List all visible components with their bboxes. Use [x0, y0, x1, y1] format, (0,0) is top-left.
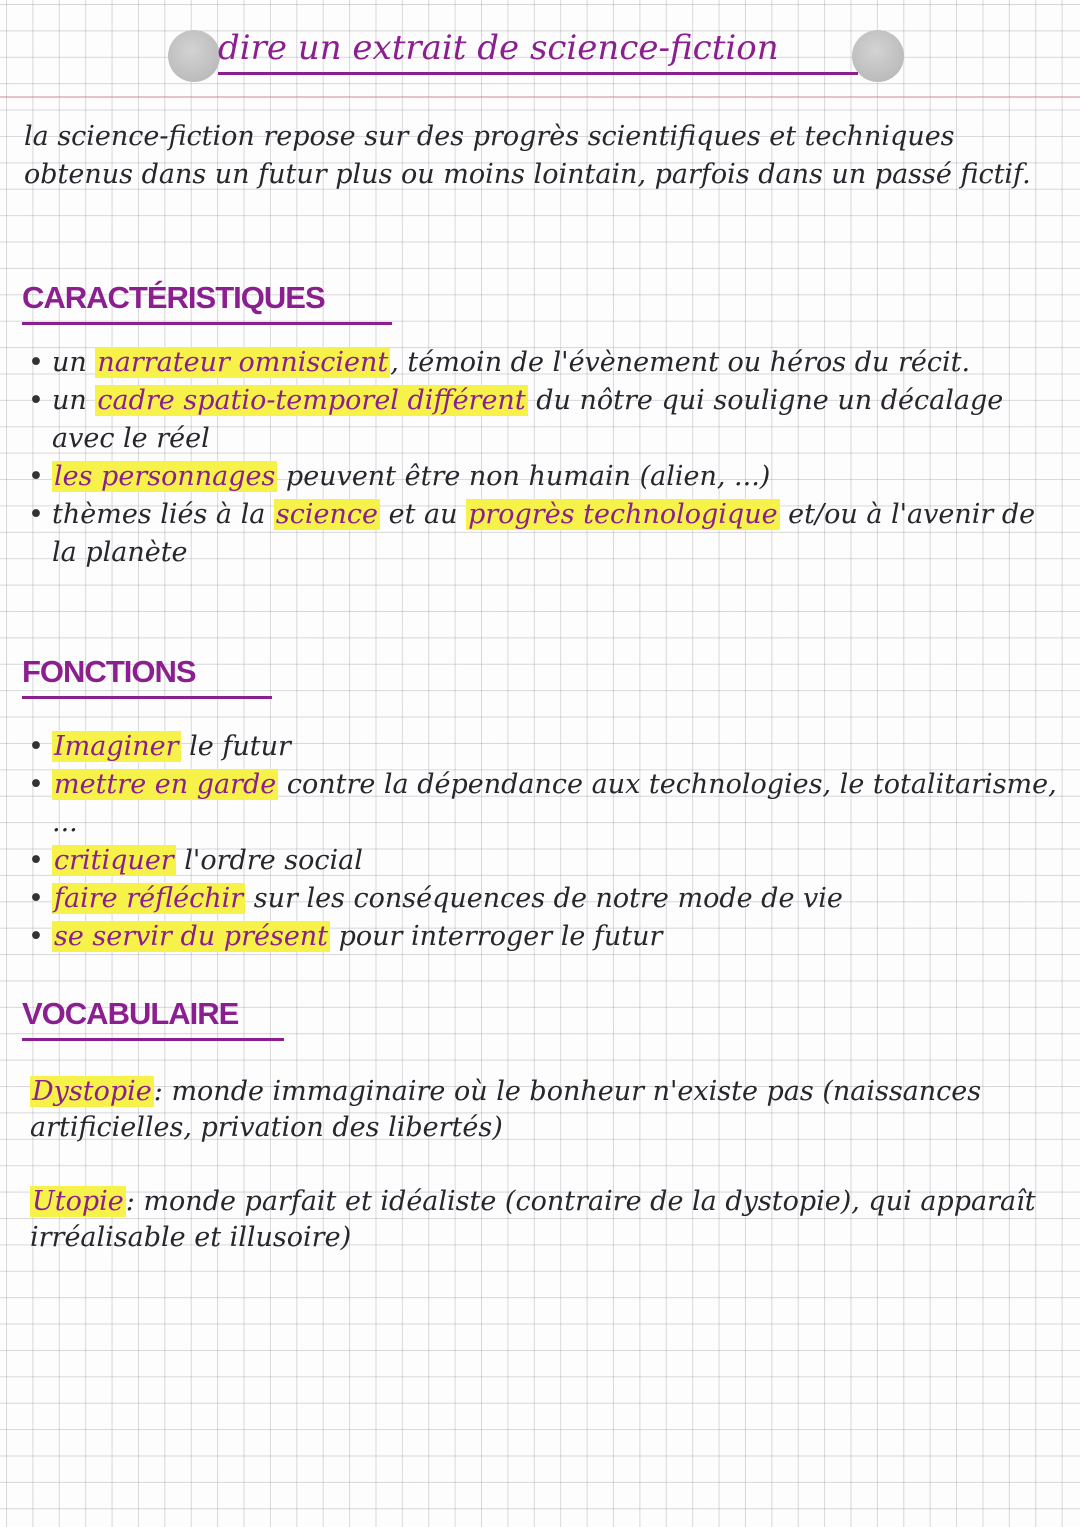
highlight: faire réfléchir: [54, 883, 244, 914]
vocab-term: Utopie: [32, 1186, 124, 1217]
highlight: se servir du présent: [54, 921, 329, 952]
highlight: les personnages: [54, 461, 276, 492]
highlight: science: [275, 499, 379, 530]
vocab-definition: : monde immaginaire où le bonheur n'existe pas (naissances artificielles, privation des libertés): [30, 1076, 982, 1143]
item-text: sur les conséquences de notre mode de vie: [245, 883, 843, 914]
heading-vocabulaire: VOCABULAIRE: [22, 996, 284, 1041]
highlight: mettre en garde: [54, 769, 277, 800]
list-item: [22, 458, 1067, 496]
vocab-entry-dystopie: [30, 1074, 1050, 1146]
vocab-definition: : monde parfait et idéaliste (contraire de la dystopie), qui apparaît irréalisable et illusoire): [30, 1186, 1036, 1253]
heading-caracteristiques: CARACTÉRISTIQUES: [22, 280, 392, 325]
highlight: narrateur omniscient: [97, 347, 389, 378]
item-text: et au: [380, 499, 467, 530]
list-item: [22, 382, 1067, 458]
list-item: [22, 766, 1067, 842]
heading-fonctions: FONCTIONS: [22, 654, 272, 699]
item-text: l'ordre social: [175, 845, 363, 876]
item-text: pour interroger le futur: [330, 921, 663, 952]
item-text: du nôtre qui souligne un décalage avec le réel: [52, 385, 1004, 454]
list-item: [22, 496, 1067, 572]
item-text: un: [52, 385, 96, 416]
highlight: progrès technologique: [468, 499, 778, 530]
vocab-entry-utopie: [30, 1184, 1050, 1256]
vocab-term: Dystopie: [32, 1076, 152, 1107]
binder-hole-right: [852, 30, 904, 82]
list-item: [22, 918, 1067, 956]
binder-hole-left: [168, 30, 220, 82]
highlight: Imaginer: [54, 731, 179, 762]
item-text: un: [52, 347, 96, 378]
list-item: [22, 880, 1067, 918]
list-item: [22, 728, 1067, 766]
item-text: , témoin de l'évènement ou héros du récit.: [390, 347, 971, 378]
highlight: critiquer: [54, 845, 174, 876]
caracteristiques-list: [22, 344, 1067, 572]
list-item: [22, 842, 1067, 880]
page-title: dire un extrait de science-fiction: [218, 28, 858, 75]
item-text: thèmes liés à la: [52, 499, 274, 530]
margin-line: [0, 96, 1080, 98]
intro-paragraph: la science-fiction repose sur des progrès scientifiques et techniques obtenus dans un futur plus ou moins lointain, parfois dans un passé fictif.: [24, 121, 1031, 190]
item-text: et/ou à l'avenir de la planète: [52, 499, 1036, 568]
list-item: [22, 344, 1067, 382]
item-text: contre la dépendance aux technologies, le totalitarisme, ...: [52, 769, 1057, 838]
fonctions-list: [22, 728, 1067, 956]
item-text: le futur: [180, 731, 291, 762]
highlight: cadre spatio-temporel différent: [97, 385, 526, 416]
item-text: peuvent être non humain (alien, ...): [277, 461, 771, 492]
